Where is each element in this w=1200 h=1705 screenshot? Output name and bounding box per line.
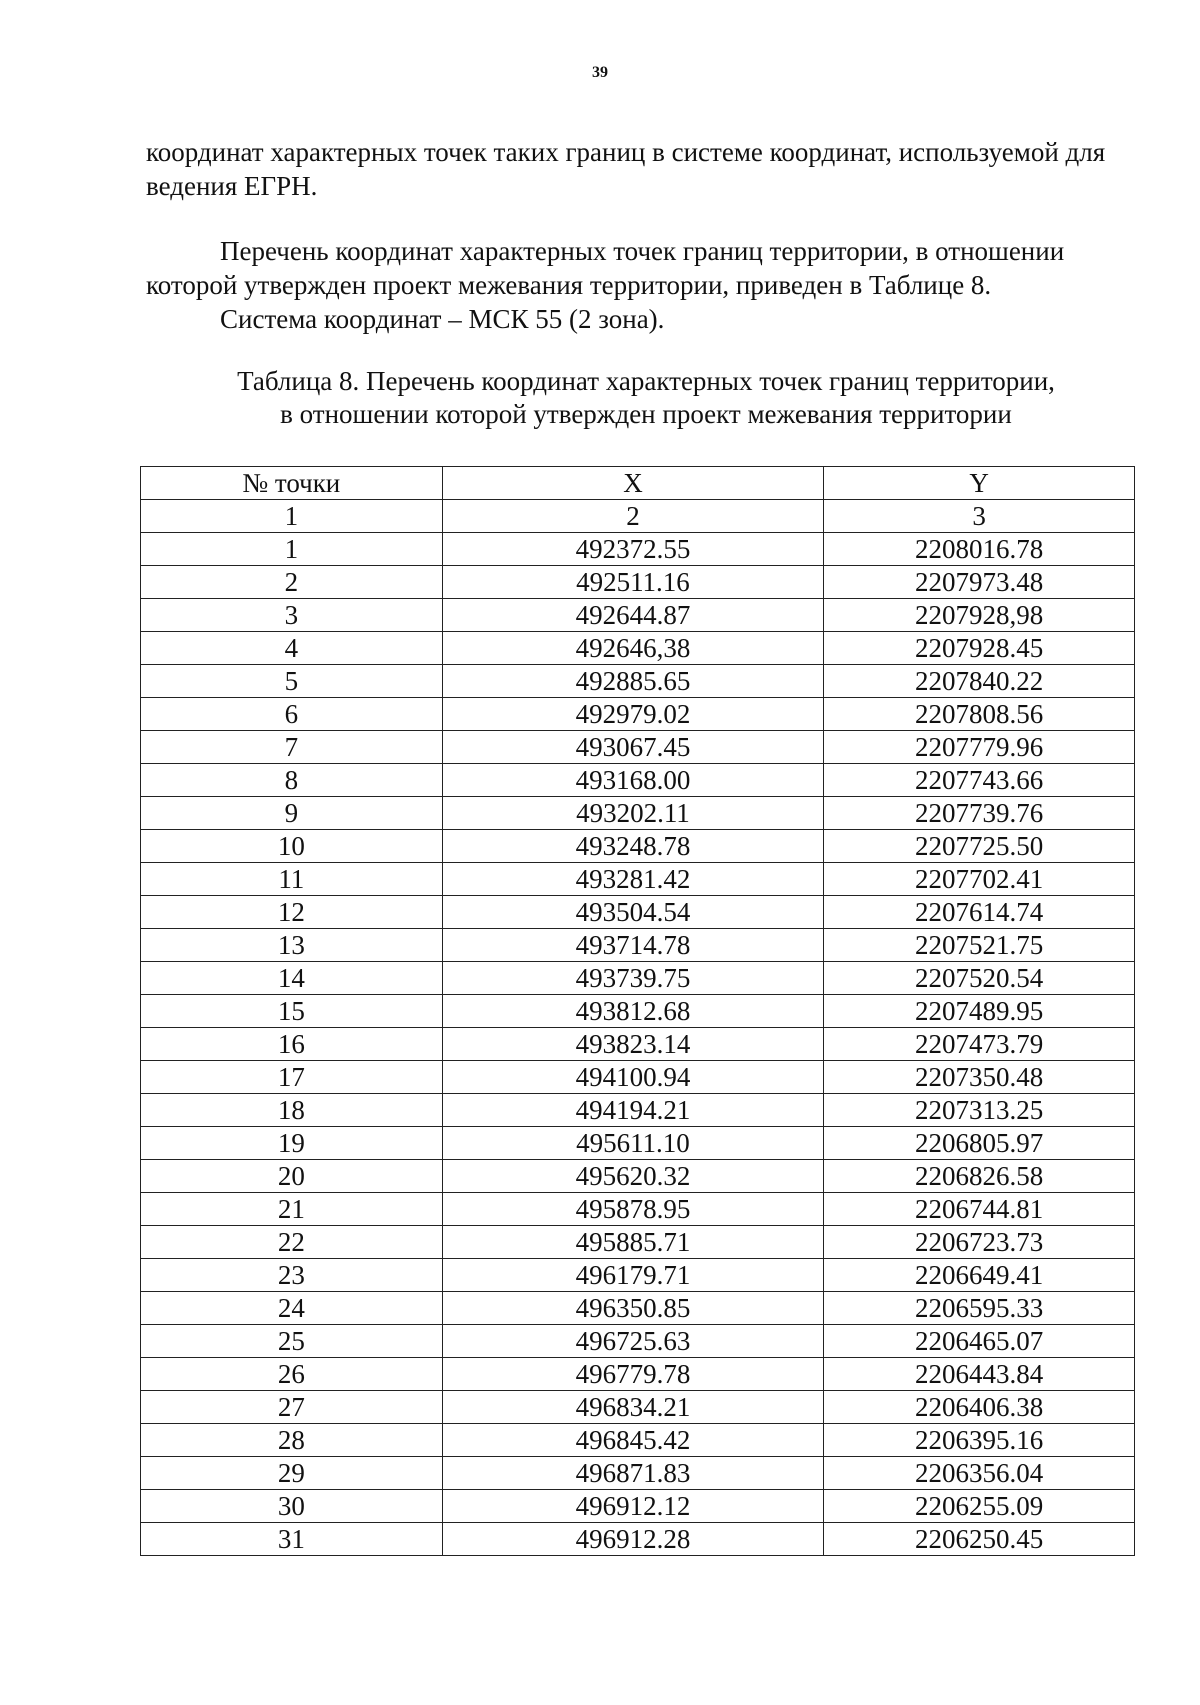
cell-point-number: 25 [141,1325,443,1358]
table-row [141,1358,1135,1391]
column-number-3: 3 [824,500,1135,533]
cell-x: 496871.83 [442,1457,824,1490]
cell-point-number: 19 [141,1127,443,1160]
cell-point-number: 10 [141,830,443,863]
cell-x: 493281.42 [442,863,824,896]
cell-x: 493739.75 [442,962,824,995]
cell-point-number: 16 [141,1028,443,1061]
cell-x: 496725.63 [442,1325,824,1358]
column-number-1: 1 [141,500,443,533]
table-caption-line-2: в отношении которой утвержден проект межевания территории [280,399,1012,429]
table-row [141,995,1135,1028]
cell-y: 2207614.74 [824,896,1135,929]
cell-point-number: 5 [141,665,443,698]
cell-point-number: 9 [141,797,443,830]
cell-x: 496845.42 [442,1424,824,1457]
table-row [141,1325,1135,1358]
table-row [141,533,1135,566]
coordinate-system-line: Система координат – МСК 55 (2 зона). [220,304,665,334]
cell-point-number: 17 [141,1061,443,1094]
cell-x: 492511.16 [442,566,824,599]
cell-x: 496834.21 [442,1391,824,1424]
cell-y: 2207489.95 [824,995,1135,1028]
cell-x: 493168.00 [442,764,824,797]
cell-y: 2206406.38 [824,1391,1135,1424]
description-paragraph [146,234,1126,336]
cell-y: 2207779.96 [824,731,1135,764]
table-row [141,1424,1135,1457]
cell-point-number: 4 [141,632,443,665]
column-numbering-row [141,500,1135,533]
cell-x: 493812.68 [442,995,824,1028]
table-caption [146,365,1146,431]
cell-x: 495878.95 [442,1193,824,1226]
cell-y: 2207520.54 [824,962,1135,995]
table-row [141,1490,1135,1523]
cell-x: 492646,38 [442,632,824,665]
cell-point-number: 15 [141,995,443,1028]
cell-point-number: 27 [141,1391,443,1424]
cell-y: 2207313.25 [824,1094,1135,1127]
table-row [141,599,1135,632]
cell-point-number: 13 [141,929,443,962]
cell-point-number: 21 [141,1193,443,1226]
table-header-row [141,467,1135,500]
cell-y: 2206465.07 [824,1325,1135,1358]
table-row [141,1127,1135,1160]
cell-x: 492885.65 [442,665,824,698]
cell-point-number: 2 [141,566,443,599]
cell-y: 2206805.97 [824,1127,1135,1160]
cell-y: 2206250.45 [824,1523,1135,1556]
cell-y: 2207350.48 [824,1061,1135,1094]
cell-point-number: 11 [141,863,443,896]
table-row [141,1160,1135,1193]
cell-x: 496350.85 [442,1292,824,1325]
cell-x: 494194.21 [442,1094,824,1127]
cell-y: 2206595.33 [824,1292,1135,1325]
cell-point-number: 28 [141,1424,443,1457]
cell-point-number: 12 [141,896,443,929]
cell-point-number: 31 [141,1523,443,1556]
description-line-2: которой утвержден проект межевания территории, приведен в Таблице 8. [146,270,992,300]
cell-point-number: 29 [141,1457,443,1490]
table-row [141,1391,1135,1424]
cell-x: 496912.12 [442,1490,824,1523]
cell-y: 2207928,98 [824,599,1135,632]
cell-y: 2206826.58 [824,1160,1135,1193]
cell-x: 493248.78 [442,830,824,863]
cell-point-number: 6 [141,698,443,731]
header-point-number: № точки [141,467,443,500]
cell-point-number: 23 [141,1259,443,1292]
cell-y: 2206255.09 [824,1490,1135,1523]
table-row [141,1028,1135,1061]
cell-point-number: 7 [141,731,443,764]
cell-y: 2207473.79 [824,1028,1135,1061]
cell-point-number: 22 [141,1226,443,1259]
table-row [141,1193,1135,1226]
table-row [141,632,1135,665]
cell-y: 2206744.81 [824,1193,1135,1226]
cell-y: 2207521.75 [824,929,1135,962]
cell-point-number: 3 [141,599,443,632]
table-row [141,1061,1135,1094]
cell-y: 2207702.41 [824,863,1135,896]
table-row [141,797,1135,830]
table-row [141,1523,1135,1556]
table-row [141,929,1135,962]
table-row [141,1094,1135,1127]
cell-x: 493823.14 [442,1028,824,1061]
cell-x: 496912.28 [442,1523,824,1556]
cell-point-number: 1 [141,533,443,566]
cell-y: 2208016.78 [824,533,1135,566]
cell-y: 2207973.48 [824,566,1135,599]
cell-y: 2206395.16 [824,1424,1135,1457]
table-row [141,1292,1135,1325]
cell-x: 492979.02 [442,698,824,731]
cell-y: 2207808.56 [824,698,1135,731]
cell-x: 493202.11 [442,797,824,830]
cell-x: 496779.78 [442,1358,824,1391]
description-line-1: Перечень координат характерных точек границ территории, в отношении [220,236,1065,266]
table-row [141,1226,1135,1259]
cell-x: 496179.71 [442,1259,824,1292]
table-row [141,731,1135,764]
cell-x: 495611.10 [442,1127,824,1160]
cell-x: 495620.32 [442,1160,824,1193]
table-row [141,863,1135,896]
cell-x: 493714.78 [442,929,824,962]
intro-paragraph: координат характерных точек таких границ в системе координат, используемой для ведения ЕГРН. [146,137,1106,201]
table-row [141,1457,1135,1490]
cell-x: 495885.71 [442,1226,824,1259]
header-x: X [442,467,824,500]
cell-point-number: 30 [141,1490,443,1523]
cell-x: 492644.87 [442,599,824,632]
header-y: Y [824,467,1135,500]
cell-y: 2207928.45 [824,632,1135,665]
table-row [141,764,1135,797]
cell-point-number: 8 [141,764,443,797]
table-row [141,896,1135,929]
cell-y: 2206356.04 [824,1457,1135,1490]
cell-y: 2206649.41 [824,1259,1135,1292]
table-row [141,1259,1135,1292]
table-row [141,566,1135,599]
coordinates-table [140,466,1135,1556]
table-row [141,830,1135,863]
cell-point-number: 14 [141,962,443,995]
table-caption-line-1: Таблица 8. Перечень координат характерных точек границ территории, [237,366,1055,396]
cell-x: 494100.94 [442,1061,824,1094]
column-number-2: 2 [442,500,824,533]
table-row [141,665,1135,698]
table-row [141,962,1135,995]
cell-y: 2207725.50 [824,830,1135,863]
table-row [141,698,1135,731]
cell-y: 2207840.22 [824,665,1135,698]
cell-point-number: 20 [141,1160,443,1193]
cell-x: 492372.55 [442,533,824,566]
cell-y: 2206723.73 [824,1226,1135,1259]
cell-point-number: 18 [141,1094,443,1127]
page-number: 39 [592,64,608,81]
cell-point-number: 24 [141,1292,443,1325]
cell-point-number: 26 [141,1358,443,1391]
cell-x: 493504.54 [442,896,824,929]
cell-y: 2206443.84 [824,1358,1135,1391]
cell-x: 493067.45 [442,731,824,764]
cell-y: 2207743.66 [824,764,1135,797]
cell-y: 2207739.76 [824,797,1135,830]
